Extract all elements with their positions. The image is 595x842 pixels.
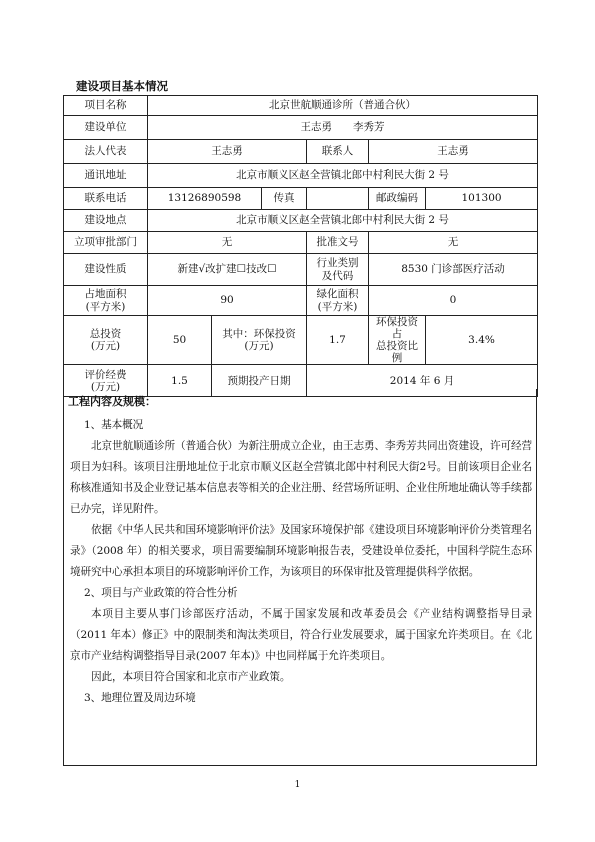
green-value: 0 — [369, 286, 538, 316]
contact-label: 联系人 — [307, 140, 369, 164]
row-builder — [64, 116, 538, 140]
page-number: 1 — [294, 780, 301, 790]
legal-rep-label: 法人代表 — [64, 140, 148, 164]
section-2-title: 2、项目与产业政策的符合性分析 — [84, 587, 238, 599]
project-info-table — [63, 95, 538, 397]
site-value: 北京市顺义区赵全营镇北郎中村利民大街 2 号 — [148, 210, 538, 232]
industry-label: 行业类别 及代码 — [307, 254, 369, 286]
approval-dept-value: 无 — [148, 232, 307, 254]
approval-no-label: 批准文号 — [307, 232, 369, 254]
env-ratio-value: 3.4% — [426, 316, 538, 365]
eval-fee-value: 1.5 — [148, 365, 212, 397]
fax-label: 传真 — [262, 188, 307, 210]
industry-value: 8530 门诊部医疗活动 — [369, 254, 538, 286]
content-heading: 工程内容及规模： — [68, 395, 156, 408]
green-label: 绿化面积 (平方米) — [307, 286, 369, 316]
row-approval — [64, 232, 538, 254]
content-body — [70, 415, 532, 709]
invest-label: 总投资 (万元) — [64, 316, 148, 365]
builder-label: 建设单位 — [64, 116, 148, 140]
project-name-label: 项目名称 — [64, 96, 148, 116]
paragraph-legal-basis: 依据《中华人民共和国环境影响评价法》及国家环境保护部《建设项目环境影响评价分类管理名录》（2008 年）的相关要求，项目需要编制环境影响报告表，受建设单位委托，中国科学院生态环境研究中心承担本项目的环境影响评价工作，为该项目的环保审批及管理提供科学依据。 — [70, 524, 532, 578]
row-nature — [64, 254, 538, 286]
page-title: 建设项目基本情况 — [76, 79, 168, 93]
row-address — [64, 164, 538, 188]
paragraph-policy-conclusion: 因此，本项目符合国家和北京市产业政策。 — [91, 671, 291, 683]
row-project-name — [64, 96, 538, 116]
env-invest-value: 1.7 — [307, 316, 369, 365]
paragraph-basic-overview: 北京世航顺通诊所（普通合伙）为新注册成立企业，由王志勇、李秀芳共同出资建设，许可经营项目为妇科。该项目注册地址位于北京市顺义区赵全营镇北郎中村利民大街2号。目前该项目企业名称核准通知书及企业登记基本信息表等相关的企业注册、经营场所证明、企业住所地址确认等手续都已办完，详见附件。 — [70, 440, 532, 515]
eval-fee-label: 评价经费 (万元) — [64, 365, 148, 397]
invest-value: 50 — [148, 316, 212, 365]
builder-value: 王志勇 李秀芳 — [148, 116, 538, 140]
phone-label: 联系电话 — [64, 188, 148, 210]
legal-rep-value: 王志勇 — [148, 140, 307, 164]
address-label: 通讯地址 — [64, 164, 148, 188]
phone-value: 13126890598 — [148, 188, 262, 210]
fax-value — [307, 188, 369, 210]
env-invest-label: 其中：环保投资 (万元) — [212, 316, 307, 365]
start-date-value: 2014 年 6 月 — [307, 365, 538, 397]
section-1-title: 1、基本概况 — [84, 419, 144, 431]
row-area — [64, 286, 538, 316]
row-legal-rep — [64, 140, 538, 164]
approval-no-value: 无 — [369, 232, 538, 254]
nature-value: 新建√改扩建☐技改☐ — [148, 254, 307, 286]
nature-label: 建设性质 — [64, 254, 148, 286]
row-site — [64, 210, 538, 232]
project-name-value: 北京世航顺通诊所（普通合伙） — [148, 96, 538, 116]
postcode-label: 邮政编码 — [369, 188, 426, 210]
start-date-label: 预期投产日期 — [212, 365, 307, 397]
row-phone — [64, 188, 538, 210]
area-label: 占地面积 (平方米) — [64, 286, 148, 316]
project-content-section — [63, 389, 537, 766]
address-value: 北京市顺义区赵全营镇北郎中村利民大街 2 号 — [148, 164, 538, 188]
site-label: 建设地点 — [64, 210, 148, 232]
paragraph-policy-analysis: 本项目主要从事门诊部医疗活动，不属于国家发展和改革委员会《产业结构调整指导目录（2011 年本）修正》中的限制类和淘汰类项目，符合行业发展要求，属于国家允许类项目。在《北京市产业结构调整指导目录(2007 年本)》中也同样属于允许类项目。 — [70, 608, 532, 662]
row-invest — [64, 316, 538, 365]
env-ratio-label: 环保投资占 总投资比例 — [369, 316, 426, 365]
approval-dept-label: 立项审批部门 — [64, 232, 148, 254]
area-value: 90 — [148, 286, 307, 316]
section-3-title: 3、地理位置及周边环境 — [84, 692, 196, 704]
postcode-value: 101300 — [426, 188, 538, 210]
contact-value: 王志勇 — [369, 140, 538, 164]
